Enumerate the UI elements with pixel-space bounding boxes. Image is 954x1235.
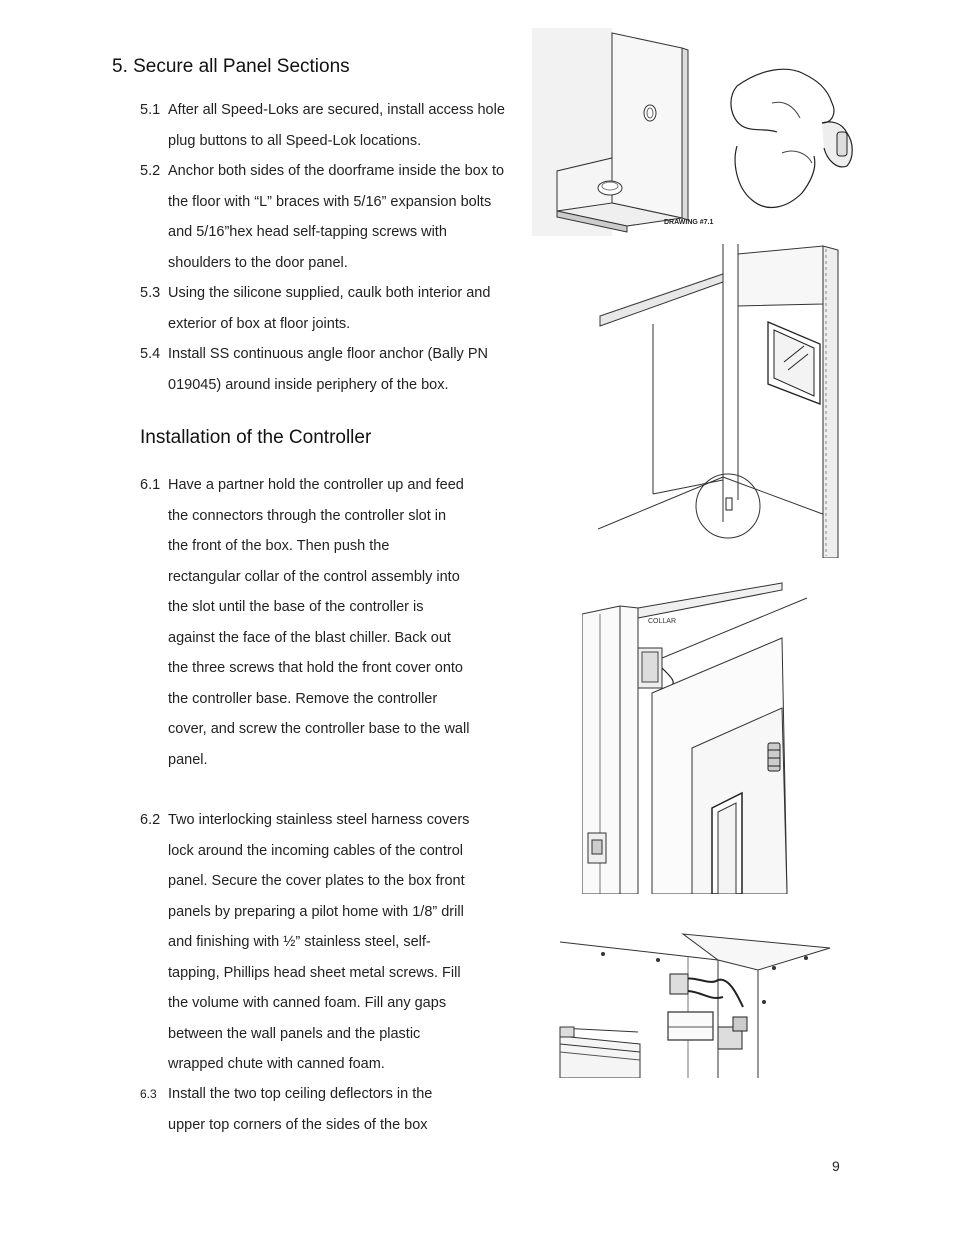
- step-line: the three screws that hold the front cover onto: [168, 660, 463, 676]
- step-line: lock around the incoming cables of the control: [168, 842, 464, 859]
- section-6-heading: Installation of the Controller: [140, 427, 372, 448]
- step-6-2: [140, 805, 520, 1080]
- step-number: 5.1: [140, 102, 161, 118]
- step-line: panel.: [168, 751, 208, 768]
- doorframe-anchor-drawing: [598, 244, 842, 558]
- step-line: and 5/16”hex head self-tapping screws with: [168, 224, 447, 240]
- step-line: Two interlocking stainless steel harness covers: [168, 812, 470, 828]
- step-line: between the wall panels and the plastic: [168, 1025, 421, 1042]
- step-5-2: [140, 156, 540, 278]
- step-line: exterior of box at floor joints.: [168, 315, 351, 332]
- step-5-4: [140, 339, 540, 400]
- drawing-label: DRAWING #7.1: [664, 219, 714, 226]
- step-line: the front of the box. Then push the: [168, 538, 390, 554]
- step-line: 019045) around inside periphery of the box.: [168, 376, 449, 393]
- step-line: Using the silicone supplied, caulk both interior and: [168, 285, 491, 301]
- l-brace-drawing: [532, 28, 862, 236]
- step-line: After all Speed-Loks are secured, install access hole: [168, 102, 505, 118]
- step-number: 5.3: [140, 285, 161, 301]
- step-number: 5.4: [140, 346, 161, 362]
- step-number: 6.3: [140, 1087, 157, 1101]
- page-number: 9: [832, 1158, 840, 1174]
- step-line: Install the two top ceiling deflectors in the: [168, 1086, 433, 1102]
- step-line: the slot until the base of the controller is: [168, 599, 424, 615]
- collar-label: COLLAR: [648, 618, 677, 625]
- section-5-heading: 5. Secure all Panel Sections: [112, 56, 350, 77]
- step-number: 5.2: [140, 163, 161, 179]
- step-line: Have a partner hold the controller up and feed: [168, 477, 464, 493]
- step-5-1: [140, 95, 540, 156]
- step-line: panels by preparing a pilot home with 1/8” drill: [168, 903, 464, 920]
- step-line: against the face of the blast chiller. Back out: [168, 629, 451, 646]
- step-line: the floor with “L” braces with 5/16” expansion bolts: [168, 193, 492, 210]
- step-line: panel. Secure the cover plates to the box front: [168, 873, 465, 889]
- step-line: and finishing with ½” stainless steel, self-: [168, 934, 431, 950]
- step-line: Install SS continuous angle floor anchor (Bally PN: [168, 346, 488, 362]
- step-number: 6.1: [140, 477, 161, 493]
- step-line: upper top corners of the sides of the box: [168, 1116, 428, 1133]
- step-line: the volume with canned foam. Fill any gaps: [168, 995, 447, 1011]
- step-line: wrapped chute with canned foam.: [168, 1056, 385, 1072]
- step-line: tapping, Phillips head sheet metal screws. Fill: [168, 964, 461, 981]
- step-line: Anchor both sides of the doorframe inside the box to: [168, 163, 505, 179]
- step-line: plug buttons to all Speed-Lok locations.: [168, 132, 422, 149]
- step-line: rectangular collar of the control assembly into: [168, 568, 460, 585]
- step-6-3: [140, 1079, 520, 1140]
- step-6-1: [140, 470, 520, 775]
- step-5-3: [140, 278, 540, 339]
- controller-collar-drawing: [582, 578, 810, 894]
- step-number: 6.2: [140, 812, 161, 828]
- harness-cover-drawing: [558, 932, 834, 1078]
- step-line: shoulders to the door panel.: [168, 254, 348, 271]
- step-line: the controller base. Remove the controller: [168, 690, 438, 707]
- step-line: cover, and screw the controller base to the wall: [168, 721, 470, 737]
- step-line: the connectors through the controller slot in: [168, 507, 447, 524]
